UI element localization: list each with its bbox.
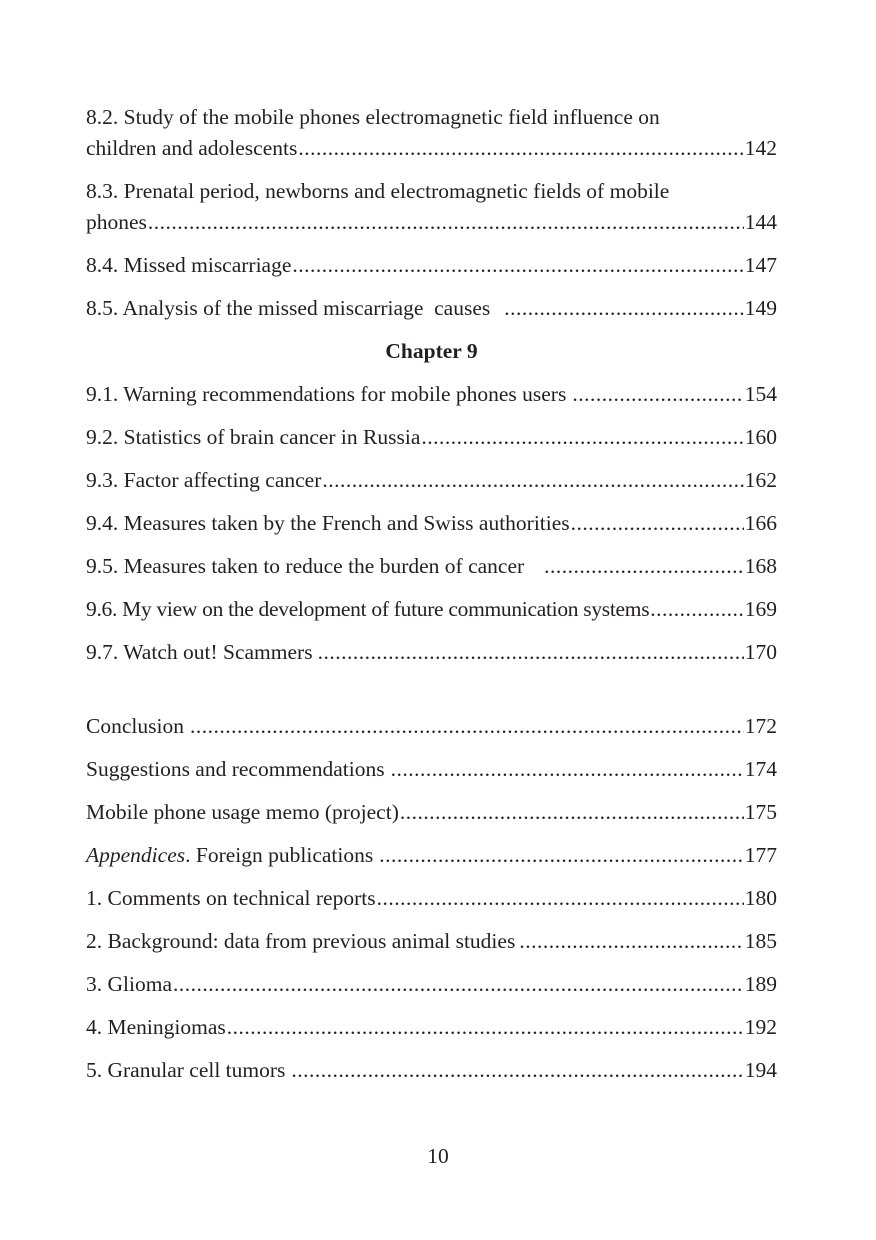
toc-entry-title: 5. Granular cell tumors <box>86 1058 286 1082</box>
dot-leader <box>650 594 743 625</box>
toc-entry-title: children and adolescents <box>86 136 298 160</box>
toc-entry-title <box>86 840 373 871</box>
toc-entry-suggestions[interactable] <box>86 754 777 785</box>
toc-entry-9-2[interactable] <box>86 422 777 453</box>
dot-leader <box>291 1055 743 1086</box>
toc-entry-title: 9.6. My view on the development of future communication systems <box>86 597 650 621</box>
toc-page-number: 162 <box>744 468 777 492</box>
dot-leader <box>504 293 744 324</box>
toc-page-number: 154 <box>744 382 777 406</box>
toc-page-number: 172 <box>744 714 777 738</box>
toc-entry-8-4[interactable] <box>86 250 777 281</box>
toc-entry-title: 2. Background: data from previous animal studies <box>86 929 516 953</box>
toc-entry-9-4[interactable] <box>86 508 777 539</box>
toc-entry-title: Conclusion <box>86 714 184 738</box>
dot-leader <box>421 422 743 453</box>
toc-entry-9-1[interactable] <box>86 379 777 410</box>
toc-entry-title: 8.5. Analysis of the missed miscarriage causes <box>86 296 491 320</box>
dot-leader <box>322 465 743 496</box>
toc-page-number: 144 <box>744 210 777 234</box>
toc-entry-appendix-5[interactable] <box>86 1055 777 1086</box>
toc-entry-title: Suggestions and recommendations <box>86 757 385 781</box>
toc-page-number: 185 <box>744 929 777 953</box>
toc-entry-conclusion[interactable] <box>86 711 777 742</box>
dot-leader <box>148 207 744 238</box>
toc-entry-title-rest: . Foreign publications <box>185 843 374 867</box>
dot-leader <box>377 883 744 914</box>
toc-entry-9-7[interactable] <box>86 637 777 668</box>
toc-entry-appendix-2[interactable] <box>86 926 777 957</box>
toc-page-number: 149 <box>744 296 777 320</box>
toc-page-number: 189 <box>744 972 777 996</box>
dot-leader <box>190 711 744 742</box>
dot-leader <box>298 133 743 164</box>
toc-entry-title: Mobile phone usage memo (project) <box>86 800 399 824</box>
toc-entry-title: 9.7. Watch out! Scammers <box>86 640 313 664</box>
toc-page-number: 166 <box>744 511 777 535</box>
dot-leader <box>571 508 744 539</box>
toc-entry-title-line: 8.2. Study of the mobile phones electromagnetic field influence on <box>86 105 660 129</box>
toc-entry-title-line: 8.3. Prenatal period, newborns and electromagnetic fields of mobile <box>86 179 670 203</box>
toc-entry-title: 8.4. Missed miscarriage <box>86 253 292 277</box>
dot-leader <box>400 797 744 828</box>
toc-page-number: 160 <box>744 425 777 449</box>
dot-leader <box>173 969 744 1000</box>
toc-page-number: 194 <box>744 1058 777 1082</box>
toc-entry-title: 9.2. Statistics of brain cancer in Russia <box>86 425 421 449</box>
toc-entry-title: 3. Glioma <box>86 972 172 996</box>
toc-page-number: 177 <box>744 843 777 867</box>
toc-entry-title: 4. Meningiomas <box>86 1015 226 1039</box>
table-of-contents <box>86 102 777 1086</box>
toc-entry-title: phones <box>86 210 147 234</box>
dot-leader <box>292 250 743 281</box>
toc-entry-title: 9.4. Measures taken by the French and Swiss authorities <box>86 511 570 535</box>
toc-entry-appendix-1[interactable] <box>86 883 777 914</box>
toc-page-number: 142 <box>744 136 777 160</box>
toc-entry-9-5[interactable] <box>86 551 777 582</box>
toc-entry-9-3[interactable] <box>86 465 777 496</box>
toc-entry-title: 9.5. Measures taken to reduce the burden of cancer <box>86 554 525 578</box>
page-number: 10 <box>427 1144 449 1168</box>
dot-leader <box>227 1012 744 1043</box>
toc-entry-memo[interactable] <box>86 797 777 828</box>
dot-leader <box>391 754 744 785</box>
dot-leader <box>318 637 744 668</box>
toc-page-number: 175 <box>744 800 777 824</box>
toc-entry-appendix-4[interactable] <box>86 1012 777 1043</box>
toc-entry-title: 9.1. Warning recommendations for mobile phones users <box>86 382 567 406</box>
toc-page-number: 174 <box>744 757 777 781</box>
toc-page-number: 192 <box>744 1015 777 1039</box>
dot-leader <box>572 379 743 410</box>
toc-entry-9-6[interactable] <box>86 594 777 625</box>
toc-entry-title: 1. Comments on technical reports <box>86 886 376 910</box>
toc-entry-appendix-3[interactable] <box>86 969 777 1000</box>
toc-entry-8-5[interactable] <box>86 293 777 324</box>
toc-page-number: 169 <box>744 597 777 621</box>
toc-page-number: 170 <box>744 640 777 664</box>
toc-entry-8-3[interactable] <box>86 176 777 238</box>
section-spacer <box>86 668 777 711</box>
toc-entry-8-2[interactable] <box>86 102 777 164</box>
dot-leader <box>379 840 744 871</box>
toc-entry-title: 9.3. Factor affecting cancer <box>86 468 322 492</box>
dot-leader <box>544 551 744 582</box>
toc-page-number: 147 <box>744 253 777 277</box>
dot-leader <box>519 926 743 957</box>
toc-page-number: 180 <box>744 886 777 910</box>
toc-entry-title-italic: Appendices <box>86 843 186 867</box>
toc-page-number: 168 <box>744 554 777 578</box>
chapter-heading: Chapter 9 <box>385 339 478 363</box>
toc-entry-appendices[interactable] <box>86 840 777 871</box>
